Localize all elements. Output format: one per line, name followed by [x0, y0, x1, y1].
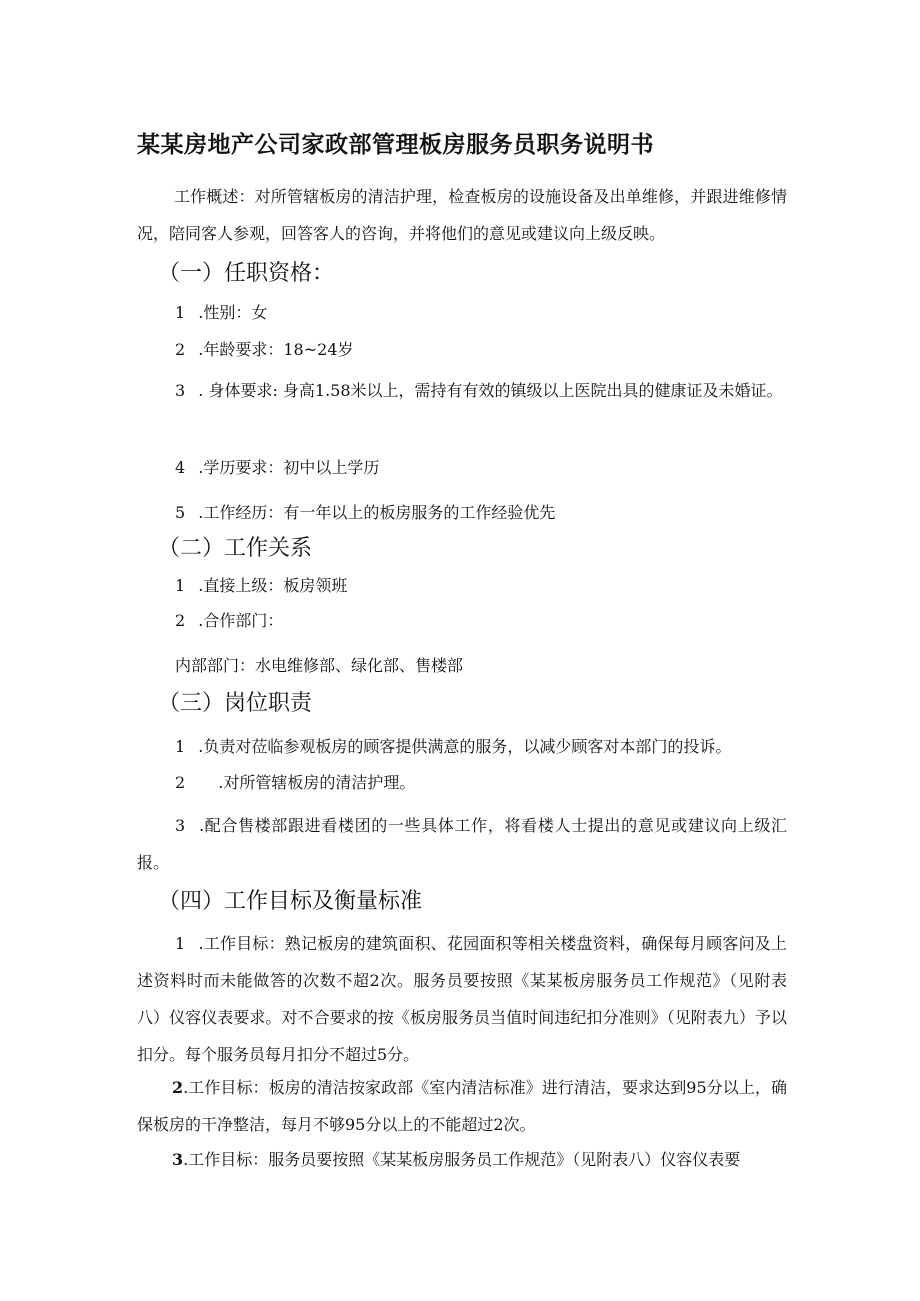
list-item: 2.工作目标：板房的清洁按家政部《室内清洁标准》进行清洁，要求达到95分以上，确保板房的干净整洁，每月不够95分以上的不能超过2次。	[137, 1078, 787, 1134]
list-item: 2 .年龄要求：18~24岁	[175, 340, 354, 359]
section-heading-relations: （二）工作关系	[158, 536, 313, 561]
list-item: 4 .学历要求：初中以上学历	[175, 458, 380, 477]
section-heading-targets: （四）工作目标及衡量标准	[158, 889, 423, 914]
list-item: 5 .工作经历：有一年以上的板房服务的工作经验优先	[175, 503, 556, 522]
overview-paragraph: 工作概述：对所管辖板房的清洁护理，检查板房的设施设备及出单维修，并跟进维修情况，陪同客人参观，回答客人的咨询，并将他们的意见或建议向上级反映。	[137, 187, 787, 243]
list-item: 2 .对所管辖板房的清洁护理。	[175, 773, 416, 792]
list-item: 2 .合作部门：	[175, 611, 284, 630]
document-title: 某某房地产公司家政部管理板房服务员职务说明书	[137, 131, 654, 158]
section-heading-qualifications: （一）任职资格：	[158, 261, 335, 286]
list-item: 3.工作目标：服务员要按照《某某板房服务员工作规范》（见附表八）仪容仪表要	[172, 1150, 741, 1169]
list-item: 1 .直接上级：板房领班	[175, 576, 348, 595]
list-item: 3 . 身体要求: 身高1.58米以上，需持有有效的镇级以上医院出具的健康证及未婚证。	[175, 381, 783, 400]
list-item: 3 .配合售楼部跟进看楼团的一些具体工作，将看楼人士提出的意见或建议向上级汇报。	[137, 816, 787, 872]
section-heading-duties: （三）岗位职责	[158, 691, 313, 716]
list-item: 1 .负责对莅临参观板房的顾客提供满意的服务，以减少顾客对本部门的投诉。	[175, 737, 732, 756]
list-item: 1 .性别：女	[175, 303, 268, 322]
internal-departments-line: 内部部门：水电维修部、绿化部、售楼部	[175, 656, 464, 675]
list-item: 1 .工作目标：熟记板房的建筑面积、花园面积等相关楼盘资料，确保每月顾客问及上述资料时而未能做答的次数不超2次。服务员要按照《某某板房服务员工作规范》（见附表八）仪容仪表要求。对不合要求的按《板房服务员当值时间违纪扣分准则》（见附表九）予以扣分。每个服务员每月扣分不超过5分。	[137, 934, 787, 1064]
